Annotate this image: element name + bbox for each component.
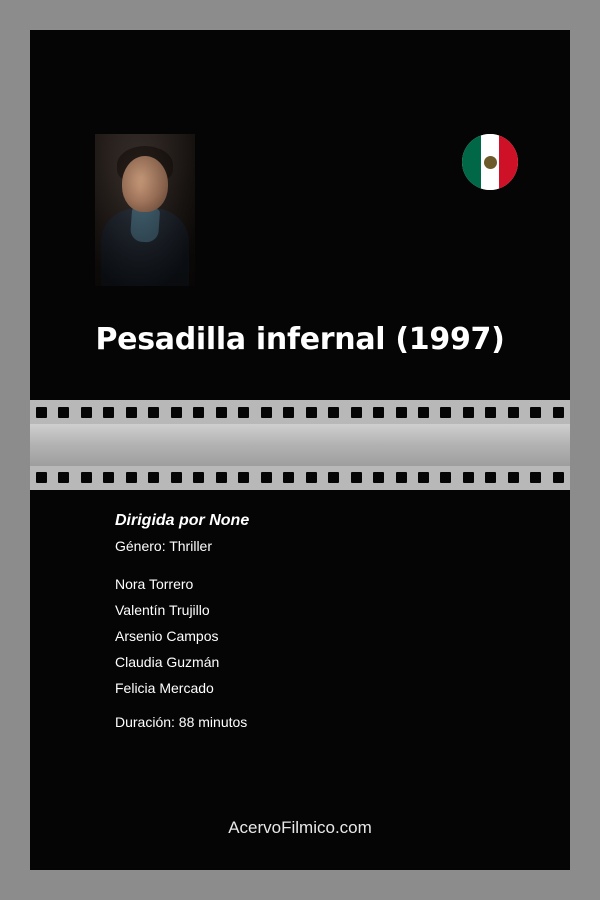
perforation	[58, 407, 69, 418]
perforation	[283, 407, 294, 418]
perforation	[81, 472, 92, 483]
film-strip-band	[30, 424, 570, 466]
credits-block	[30, 490, 570, 730]
list-item: Felicia Mercado	[115, 680, 214, 696]
mexico-flag-icon	[462, 134, 518, 190]
perforation	[238, 472, 249, 483]
film-perforations-top	[30, 407, 570, 418]
perforation	[238, 407, 249, 418]
perforation	[485, 407, 496, 418]
perforation	[261, 472, 272, 483]
actor-portrait	[95, 134, 195, 286]
site-watermark: AcervoFilmico.com	[228, 818, 372, 837]
perforation	[463, 407, 474, 418]
perforation	[171, 472, 182, 483]
perforation	[373, 472, 384, 483]
perforation	[508, 407, 519, 418]
perforation	[328, 472, 339, 483]
list-item: Valentín Trujillo	[115, 602, 210, 618]
perforation	[463, 472, 474, 483]
list-item: Claudia Guzmán	[115, 654, 220, 670]
perforation	[306, 472, 317, 483]
perforation	[485, 472, 496, 483]
perforation	[103, 407, 114, 418]
perforation	[103, 472, 114, 483]
flag-stripe-red	[499, 134, 518, 190]
perforation	[530, 472, 541, 483]
perforation	[81, 407, 92, 418]
perforation	[328, 407, 339, 418]
flag-stripe-green	[462, 134, 481, 190]
poster-header	[30, 30, 570, 400]
list-item: Nora Torrero	[115, 576, 194, 592]
perforation	[148, 407, 159, 418]
list-item: Arsenio Campos	[115, 628, 219, 644]
duration-line: Duración: 88 minutos	[115, 714, 248, 730]
perforation	[373, 407, 384, 418]
perforation	[440, 407, 451, 418]
film-perforations-bottom	[30, 472, 570, 483]
perforation	[396, 407, 407, 418]
movie-poster	[30, 30, 570, 870]
perforation	[171, 407, 182, 418]
perforation	[126, 472, 137, 483]
perforation	[418, 472, 429, 483]
perforation	[36, 472, 47, 483]
perforation	[36, 407, 47, 418]
perforation	[216, 472, 227, 483]
perforation	[261, 407, 272, 418]
cast-list	[115, 576, 570, 696]
genre-line: Género: Thriller	[115, 538, 213, 554]
film-strip-divider	[30, 400, 570, 490]
perforation	[440, 472, 451, 483]
perforation	[553, 407, 564, 418]
page-title: Pesadilla infernal (1997)	[95, 322, 505, 357]
perforation	[58, 472, 69, 483]
perforation	[306, 407, 317, 418]
perforation	[351, 472, 362, 483]
perforation	[216, 407, 227, 418]
perforation	[553, 472, 564, 483]
portrait-vignette	[95, 134, 195, 286]
perforation	[418, 407, 429, 418]
flag-emblem-icon	[484, 156, 497, 169]
director-line: Dirigida por None	[115, 512, 250, 529]
perforation	[351, 407, 362, 418]
perforation	[508, 472, 519, 483]
perforation	[193, 407, 204, 418]
perforation	[283, 472, 294, 483]
perforation	[530, 407, 541, 418]
perforation	[396, 472, 407, 483]
perforation	[126, 407, 137, 418]
perforation	[193, 472, 204, 483]
perforation	[148, 472, 159, 483]
